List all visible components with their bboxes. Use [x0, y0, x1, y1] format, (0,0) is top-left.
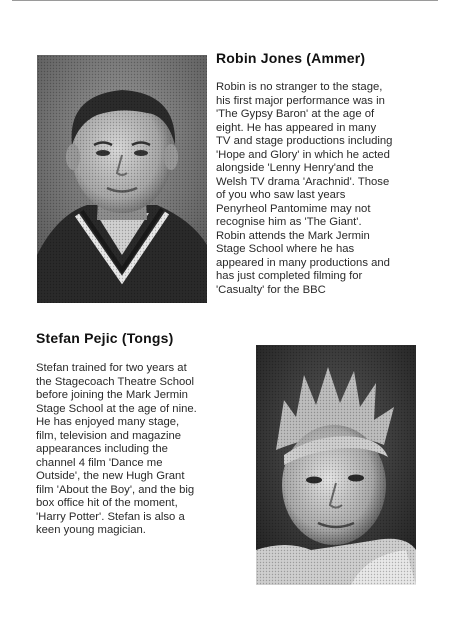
bio-line: appeared in many productions and	[216, 256, 390, 269]
bio-line: his first major performance was in	[216, 94, 385, 107]
bio-line: 'Casualty' for the BBC	[216, 283, 326, 296]
bio-line: film, television and magazine	[36, 429, 182, 442]
bio-line: keen young magician.	[36, 524, 146, 536]
bio-line: film 'About the Boy', and the big	[36, 483, 195, 496]
bio-line: 'The Gypsy Baron' at the age of	[216, 108, 375, 120]
bio-line: Stage School at the age of nine.	[36, 402, 197, 415]
bio-line: Robin is no stranger to the stage,	[216, 81, 383, 93]
portrait-photo-robin	[37, 55, 207, 303]
bio-line: Outside', the new Hugh Grant	[36, 470, 185, 482]
top-rule	[12, 0, 438, 1]
bio-line: Robin attends the Mark Jermin	[216, 229, 370, 242]
bio-line: channel 4 film 'Dance me	[36, 456, 163, 469]
bio-line: 'Hope and Glory' in which he acted	[216, 148, 390, 161]
profile-heading-stefan: Stefan Pejic (Tongs)	[36, 330, 174, 346]
bio-line: 'Harry Potter'. Stefan is also a	[36, 510, 185, 523]
bio-line: He has enjoyed many stage,	[36, 416, 180, 428]
portrait-photo-stefan	[256, 345, 416, 585]
profile-bio-robin	[216, 81, 392, 297]
bio-line: TV and stage productions including	[216, 135, 393, 147]
bio-line: has just completed filming for	[216, 270, 363, 282]
bio-line: eight. He has appeared in many	[216, 121, 377, 134]
bio-line: recognise him as 'The Giant'.	[216, 216, 362, 228]
bio-line: Stefan trained for two years at	[36, 362, 187, 374]
bio-line: Penyrheol Pantomime may not	[216, 202, 371, 215]
bio-line: box office hit of the moment,	[36, 497, 178, 509]
bio-line: of you who saw last years	[216, 189, 346, 201]
profile-heading-robin: Robin Jones (Ammer)	[216, 50, 366, 66]
bio-line: appearances including the	[36, 443, 168, 455]
bio-line: the Stagecoach Theatre School	[36, 375, 195, 388]
bio-line: before joining the Mark Jermin	[36, 389, 188, 401]
profile-bio-stefan	[36, 362, 197, 538]
bio-line: Welsh TV drama 'Arachnid'. Those	[216, 175, 390, 188]
bio-line: Stage School where he has	[216, 243, 355, 255]
bio-line: alongside 'Lenny Henry'and the	[216, 162, 374, 174]
